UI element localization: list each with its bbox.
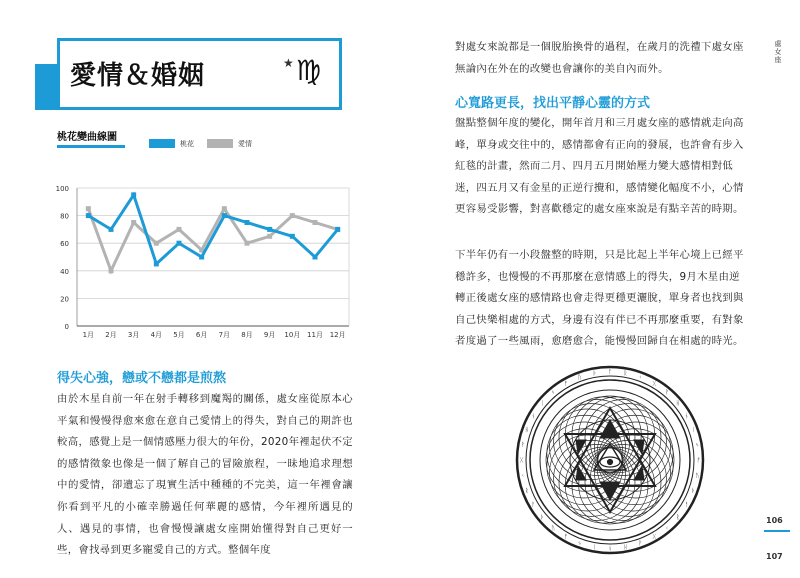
- body-text-continued: 對處女來說都是一個脫胎換骨的過程，在歲月的洗禮下處女座無論內在外在的改變也會讓你的美自內而外。: [455, 41, 744, 75]
- section-heading-right: 心寬路更長，找出平靜心靈的方式: [455, 96, 651, 111]
- y-tick-label: 0: [64, 323, 69, 331]
- y-tick-label: 20: [60, 295, 69, 304]
- mandala-rune: ᚢ: [551, 524, 555, 532]
- mandala-rune: ᚨ: [608, 368, 612, 376]
- x-tick-label: 1月: [82, 331, 95, 339]
- x-tick-label: 5月: [173, 331, 185, 339]
- chart-title: 桃花變曲線圖: [57, 132, 117, 143]
- mandala-rune: ᚺ: [623, 544, 628, 552]
- data-point: [313, 255, 318, 260]
- x-tick-label: 2月: [105, 331, 117, 339]
- section-heading-left: 得失心強，戀或不戀都是煎熬: [57, 371, 227, 386]
- data-point: [154, 241, 159, 246]
- mandala-rune: ᚨ: [531, 501, 536, 509]
- x-tick-label: 3月: [127, 331, 140, 339]
- data-point: [222, 206, 227, 211]
- mandala-rune: ᚠ: [563, 380, 568, 388]
- virgo-symbol-icon: ♍: [296, 54, 322, 87]
- line-chart: [55, 175, 355, 345]
- mandala-rune: ᚦ: [691, 487, 695, 495]
- mandala-rune: ᚢ: [577, 373, 582, 381]
- legend-swatch-taohua: [149, 139, 175, 148]
- data-point: [290, 234, 295, 239]
- page-number-left: 106: [766, 516, 783, 525]
- running-head: 處女座: [774, 40, 782, 64]
- mandala-rune: ᛃ: [551, 389, 555, 397]
- mandala-rune: ᚢ: [695, 472, 699, 480]
- mandala-rune: ᚹ: [638, 540, 643, 548]
- mandala-rune: ᛁ: [540, 400, 545, 408]
- x-tick-label: 11月: [307, 331, 323, 339]
- data-point: [154, 261, 159, 266]
- mandala-rune: ᛁ: [592, 544, 597, 552]
- data-point: [245, 241, 250, 246]
- mandala-rune: ᛃ: [695, 441, 699, 449]
- page-number-divider: [764, 530, 790, 532]
- data-point: [131, 220, 136, 225]
- data-point: [86, 213, 91, 218]
- data-point: [86, 206, 91, 211]
- mandala-rune: ᚾ: [608, 545, 612, 553]
- mandala-rune: ᚾ: [531, 412, 536, 420]
- y-tick-label: 100: [55, 185, 69, 193]
- legend-label-taohua: 桃花: [180, 140, 194, 148]
- data-point: [109, 227, 114, 232]
- mandala-rune: ᚲ: [638, 373, 643, 381]
- data-point: [199, 255, 204, 260]
- data-point: [177, 227, 182, 232]
- data-point: [131, 192, 136, 197]
- mandala-rune: ᚱ: [623, 369, 628, 377]
- data-point: [267, 227, 272, 232]
- data-point: [290, 213, 295, 218]
- data-point: [335, 227, 340, 232]
- data-point: [109, 268, 114, 273]
- mandala-rune: ᚺ: [525, 426, 529, 434]
- mandala-illustration: [514, 364, 706, 556]
- x-tick-label: 8月: [241, 331, 253, 339]
- mandala-rune: ᛃ: [577, 540, 582, 548]
- page-title: 愛情＆婚姻: [70, 61, 206, 91]
- mandala-rune: ᚺ: [675, 400, 680, 408]
- x-tick-label: 12月: [329, 331, 346, 339]
- legend-swatch-aiqing: [207, 139, 233, 148]
- body-text-left: 由於木星自前一年在射手轉移到魔羯的關係，處女座從原本心平氣和慢慢得愈來愈在意自己愛情上的得失，對自己的期許也較高，感覺上是一個情感壓力很大的年份，2020年裡起伏不定的感情徵象也像是一個了解自己的冒險旅程，一昧地追求理想中的愛情，卻遺忘了現實生活中種種的不完美，這一年裡會讓你看到平凡的小確幸勝過任何華麗的感情，今年裡所遇見的人、遇見的事情，也會慢慢讓處女座開始懂得對自己更好一些，會找尋到更多寵愛自己的方式。整個年度: [57, 393, 353, 557]
- x-tick-label: 10月: [284, 331, 301, 339]
- mandala-rune: ᚹ: [521, 441, 525, 449]
- mandala-rune: ᚱ: [675, 513, 680, 521]
- x-tick-label: 4月: [150, 331, 163, 339]
- data-point: [222, 213, 227, 218]
- mandala-rune: ᚦ: [592, 369, 597, 377]
- mandala-rune: ᚲ: [665, 524, 669, 532]
- data-point: [245, 220, 250, 225]
- body-paragraph-1: 盤點整個年度的變化，開年首月和三月處女座的感情就走向高峰，單身或交往中的，感情都會有正向的發展，也許會有步入紅毯的計畫，然而二月、四月五月開始壓力變大感情相對低迷，四五月又有金星的正逆行攪和，感情變化幅度不小，心情更容易受影響，對喜歡穩定的處女座來說是有點辛苦的時期。: [455, 117, 744, 216]
- page-number-right: 107: [766, 552, 783, 561]
- mandala-rune: ᛁ: [691, 426, 695, 434]
- mandala-rune: ᚦ: [540, 513, 545, 521]
- x-tick-label: 7月: [218, 331, 231, 339]
- y-tick-label: 40: [60, 267, 69, 276]
- mandala-rune: ᚲ: [521, 472, 525, 480]
- x-tick-label: 9月: [263, 331, 276, 339]
- data-point: [267, 234, 272, 239]
- chart-title-underline: [57, 145, 125, 148]
- series-line: [88, 209, 337, 271]
- mandala-rune: ᚾ: [684, 412, 689, 420]
- mandala-rune: ᚷ: [652, 380, 657, 388]
- star-icon: ★: [283, 56, 294, 70]
- mandala-rune: ᚠ: [696, 457, 701, 464]
- body-paragraph-2: 下半年仍有一小段盤整的時期，只是比起上半年心境上已經平穩許多，也慢慢的不再那麼在意情感上的得失，9月木星由逆轉正後處女座的感情路也會走得更穩更灑脫，單身者也找到與自己快樂相處的方式，身邊有沒有伴已不再那麼重要，有對象者度過了一些風雨，愈磨愈合，能慢慢回歸自在相處的時光。: [455, 249, 744, 348]
- mandala-rune: ᚠ: [563, 533, 568, 541]
- y-tick-label: 80: [60, 212, 69, 221]
- mandala-rune: ᚷ: [519, 457, 524, 464]
- mandala-rune: ᚱ: [525, 487, 529, 495]
- mandala-rune: ᚷ: [652, 533, 657, 541]
- data-point: [177, 241, 182, 246]
- y-tick-label: 60: [60, 240, 69, 249]
- mandala-rune: ᚨ: [684, 501, 689, 509]
- x-tick-label: 6月: [195, 331, 208, 339]
- legend-label-aiqing: 愛情: [238, 140, 252, 148]
- data-point: [313, 220, 318, 225]
- mandala-rune: ᚹ: [665, 389, 669, 397]
